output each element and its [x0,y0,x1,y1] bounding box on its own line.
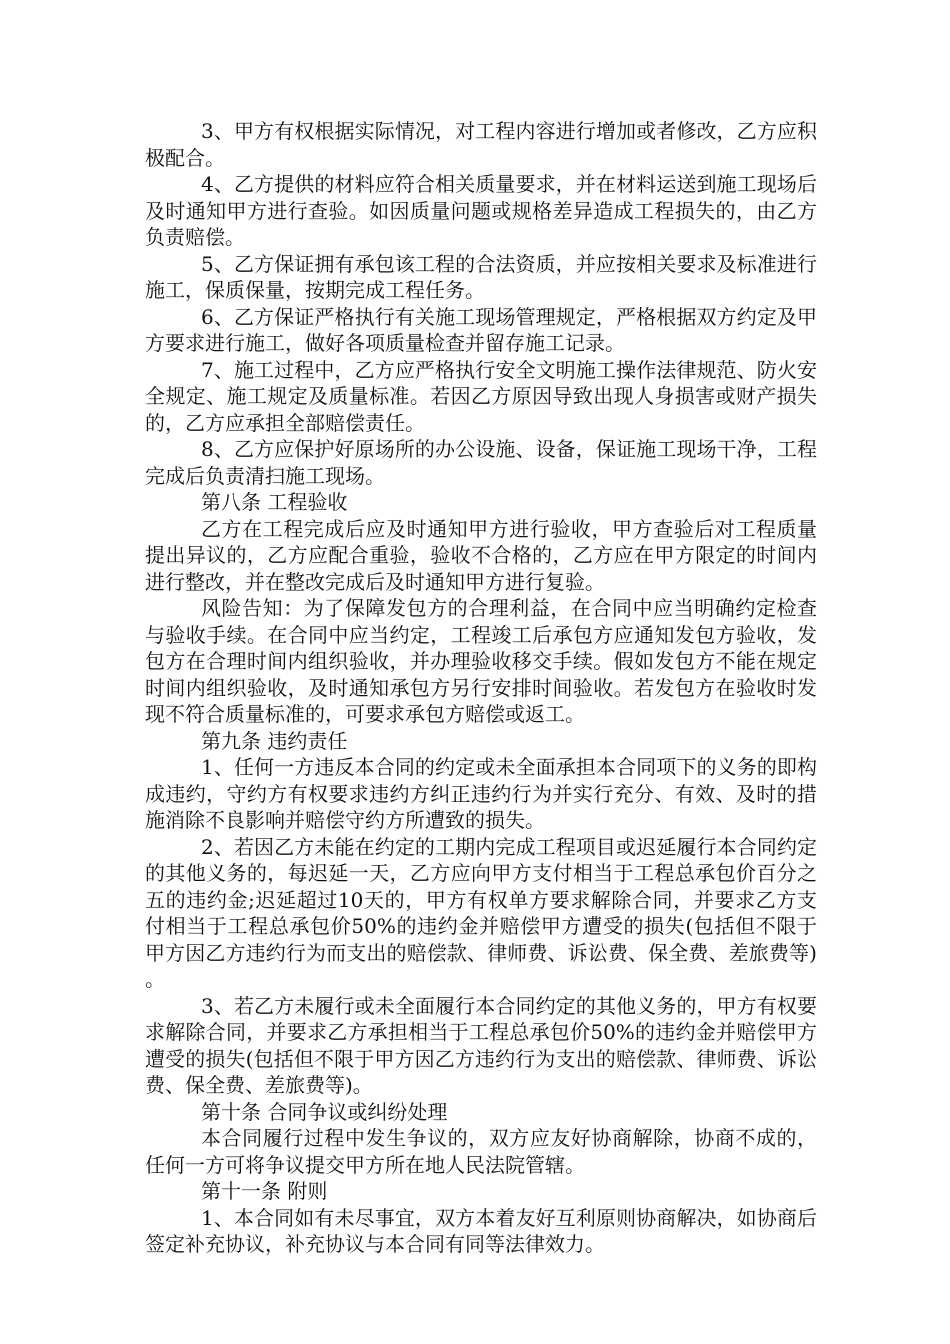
risk-notice-paragraph: 风险告知：为了保障发包方的合理利益，在合同中应当明确约定检查与验收手续。在合同中应当约定，工程竣工后承包方应通知发包方验收，发包方在合理时间内组织验收，并办理验收移交手续。假如发包方不能在规定时间内组织验收，及时通知承包方另行安排时间验收。若发包方在验收时发现不符合质量标准的，可要求承包方赔偿或返工。 [145,596,817,726]
clause-item-6: 6、乙方保证严格执行有关施工现场管理规定，严格根据双方约定及甲方要求进行施工，做好各项质量检查并留存施工记录。 [145,304,817,355]
article-9-heading: 第九条 违约责任 [201,728,348,753]
breach-item-2: 2、若因乙方未能在约定的工期内完成工程项目或迟延履行本合同约定的其他义务的，每迟延一天，乙方应向甲方支付相当于工程总承包价百分之五的违约金;迟延超过10天的，甲方有权单方要求解除合同，并要求乙方支付相当于工程总承包价50%的违约金并赔偿甲方遭受的损失(包括但不限于甲方因乙方违约行为而支出的赔偿款、律师费、诉讼费、保全费、差旅费等)。 [145,834,817,991]
clause-item-7: 7、施工过程中，乙方应严格执行安全文明施工操作法律规范、防火安全规定、施工规定及质量标准。若因乙方原因导致出现人身损害或财产损失的，乙方应承担全部赔偿责任。 [145,357,817,435]
clause-item-5: 5、乙方保证拥有承包该工程的合法资质，并应按相关要求及标准进行施工，保质保量，按期完成工程任务。 [145,251,817,302]
clause-item-4: 4、乙方提供的材料应符合相关质量要求，并在材料运送到施工现场后及时通知甲方进行查验。如因质量问题或规格差异造成工程损失的，由乙方负责赔偿。 [145,172,817,249]
clause-item-3: 3、甲方有权根据实际情况，对工程内容进行增加或者修改，乙方应积极配合。 [145,119,817,170]
supplementary-item-1: 1、本合同如有未尽事宜，双方本着友好互利原则协商解决，如协商后签定补充协议，补充协议与本合同有同等法律效力。 [145,1205,817,1256]
clause-item-8: 8、乙方应保护好原场所的办公设施、设备，保证施工现场干净，工程完成后负责清扫施工现场。 [145,437,817,488]
contract-page [145,118,817,1258]
breach-item-1: 1、任何一方违反本合同的约定或未全面承担本合同项下的义务的即构成违约，守约方有权要求违约方纠正违约行为并实行充分、有效、及时的措施消除不良影响并赔偿守约方所遭致的损失。 [145,755,817,832]
article-8-heading: 第八条 工程验收 [201,490,348,514]
breach-item-3: 3、若乙方未履行或未全面履行本合同约定的其他义务的，甲方有权要求解除合同，并要求乙方承担相当于工程总承包价50%的违约金并赔偿甲方遭受的损失(包括但不限于甲方因乙方违约行为支出的赔偿款、律师费、诉讼费、保全费、差旅费等)。 [145,993,817,1097]
article-8-body: 乙方在工程完成后应及时通知甲方进行验收，甲方查验后对工程质量提出异议的，乙方应配合重验，验收不合格的，乙方应在甲方限定的时间内进行整改，并在整改完成后及时通知甲方进行复验。 [145,516,817,594]
article-10-heading: 第十条 合同争议或纠纷处理 [201,1099,448,1124]
dispute-paragraph: 本合同履行过程中发生争议的，双方应友好协商解除，协商不成的，任何一方可将争议提交甲方所在地人民法院管辖。 [145,1126,817,1177]
article-11-heading: 第十一条 附则 [201,1179,328,1203]
